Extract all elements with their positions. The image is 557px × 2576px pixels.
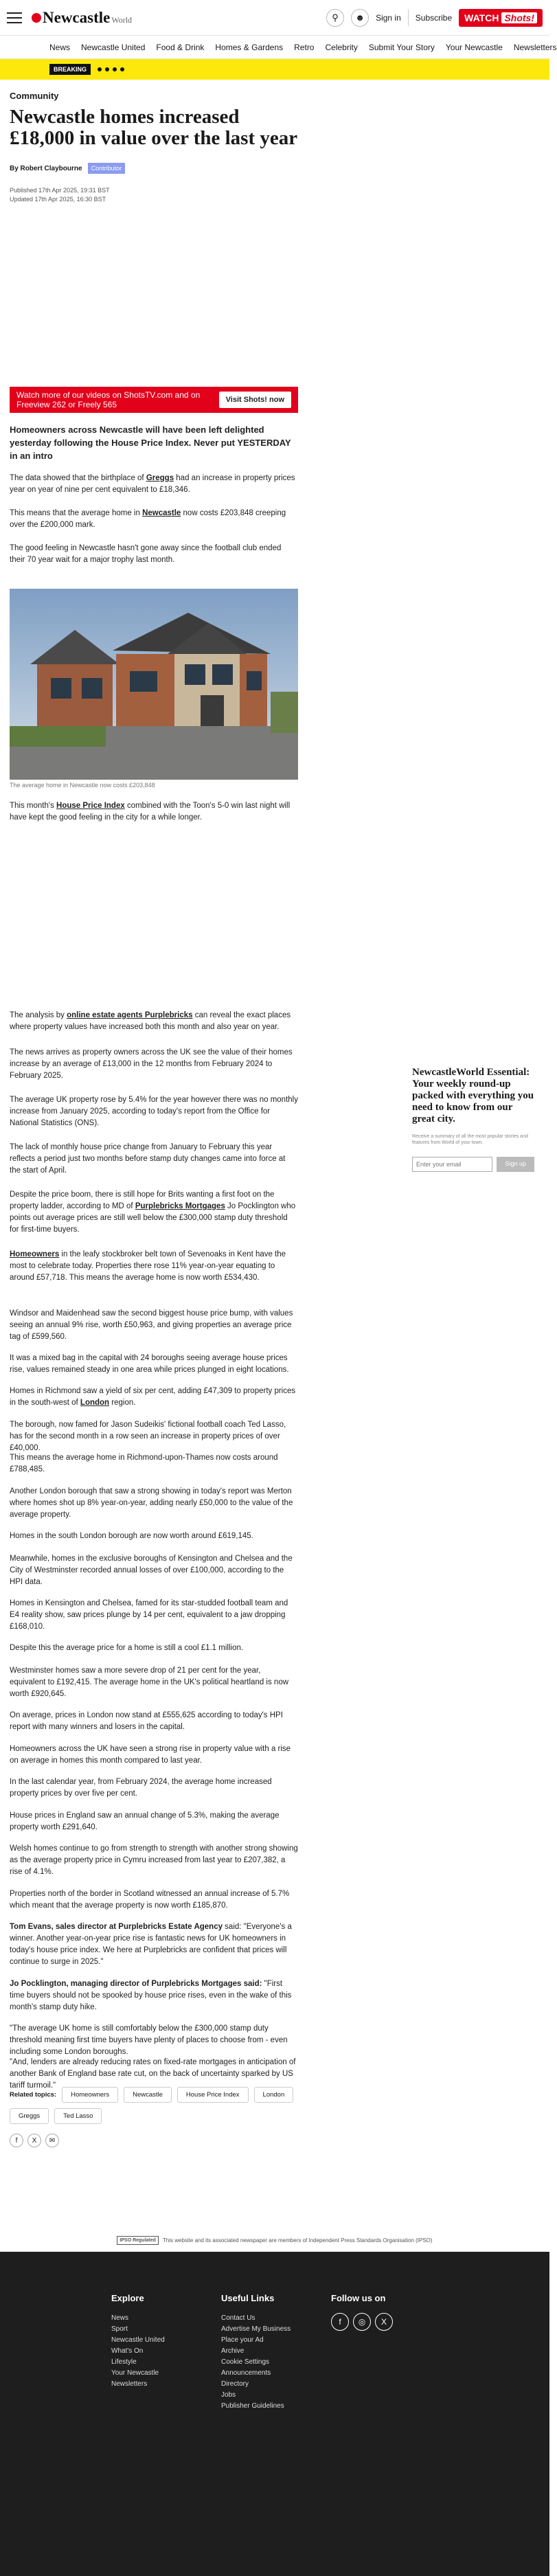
article-kicker[interactable]: Community bbox=[10, 91, 59, 101]
footer-link[interactable]: News bbox=[111, 2314, 129, 2322]
promo-text: Watch more of our videos on ShotsTV.com and on Freeview 262 or Freely 565 bbox=[16, 390, 201, 409]
x-icon[interactable]: X bbox=[375, 2313, 393, 2331]
ipso-text: This website and its associated newspaper are members of Independent Press Standards Organisation (IPSO) bbox=[162, 2237, 433, 2244]
article-dates bbox=[10, 186, 298, 204]
footer-link[interactable]: Cookie Settings bbox=[221, 2358, 270, 2366]
house-price-index-link[interactable]: House Price Index bbox=[56, 802, 125, 810]
logo-mark-icon bbox=[32, 13, 41, 23]
nav-item-newcastle-united[interactable]: Newcastle United bbox=[81, 42, 146, 52]
related-topics bbox=[10, 2087, 305, 2124]
footer-link[interactable]: Advertise My Business bbox=[221, 2325, 291, 2333]
x-icon[interactable]: X bbox=[27, 2134, 41, 2147]
quote-paragraph: "The average UK home is still comfortably below the £300,000 stamp duty threshold meaning first time buyers have plenty of places to choose from - even including some London boroughs. bbox=[10, 2024, 288, 2056]
footer-link[interactable]: Directory bbox=[221, 2380, 249, 2388]
paragraph: Westminster homes saw a more severe drop of 21 per cent for the year, equivalent to £192,415. The average home in the UK's political heartland is now worth £920,645. bbox=[10, 1667, 289, 1698]
logo-sub: World bbox=[111, 14, 133, 25]
topic-chip[interactable]: Homeowners bbox=[62, 2087, 118, 2103]
footer-follow bbox=[331, 2293, 393, 2331]
author-badge: Contributor bbox=[88, 163, 126, 174]
homeowners-link[interactable]: Homeowners bbox=[10, 1250, 60, 1258]
footer-link[interactable]: Contact Us bbox=[221, 2314, 255, 2322]
paragraph: This means that the average home in Newcastle now costs £203,848 creeping over the £200,000 mark. bbox=[10, 509, 286, 529]
breaking-tag: BREAKING bbox=[49, 64, 91, 75]
paragraph: Welsh homes continue to go from strength to strength with another strong showing as the average property price in Cymru increased from last year to £207,382, a rise of 4.1%. bbox=[10, 1844, 298, 1876]
footer-link[interactable]: Sport bbox=[111, 2325, 128, 2333]
footer-link[interactable]: Publisher Guidelines bbox=[221, 2402, 284, 2410]
article-title: Newcastle homes increased £18,000 in value over the last year bbox=[10, 106, 298, 149]
footer-useful-title: Useful Links bbox=[221, 2293, 275, 2303]
nav-item-news[interactable]: News bbox=[49, 42, 71, 52]
updated-date: Updated 17th Apr 2025, 16:30 BST bbox=[10, 196, 106, 203]
footer-link[interactable]: Jobs bbox=[221, 2391, 236, 2399]
footer-link[interactable]: What's On bbox=[111, 2347, 144, 2355]
menu-icon[interactable] bbox=[7, 12, 22, 23]
visit-shots-button[interactable]: Visit Shots! now bbox=[219, 392, 291, 408]
breaking-dots[interactable] bbox=[98, 67, 124, 71]
logo-text: Newcastle bbox=[43, 8, 111, 26]
nav-item-food-drink[interactable]: Food & Drink bbox=[156, 42, 205, 52]
newsletter-fineprint: Receive a summary of all the most popular stories and features from World of your town. bbox=[412, 1134, 528, 1145]
facebook-icon[interactable]: f bbox=[331, 2313, 349, 2331]
search-icon[interactable]: ⚲ bbox=[326, 9, 344, 27]
sign-in-link[interactable]: Sign in bbox=[376, 12, 401, 23]
sign-up-button[interactable]: Sign up bbox=[497, 1157, 534, 1172]
paragraph: The good feeling in Newcastle hasn't gone away since the football club ended their 70 year wait for a major trophy last month. bbox=[10, 544, 282, 564]
shots-promo-banner[interactable] bbox=[10, 387, 298, 413]
nav-item-homes-gardens[interactable]: Homes & Gardens bbox=[215, 42, 284, 52]
ipso-notice bbox=[0, 2236, 549, 2245]
image-caption: The average home in Newcastle now costs £203,848 bbox=[10, 782, 155, 789]
subscribe-link[interactable]: Subscribe bbox=[415, 12, 453, 23]
byline bbox=[10, 163, 298, 174]
watch-label: WATCH bbox=[464, 12, 499, 23]
nav-item-newsletters[interactable]: Newsletters bbox=[513, 42, 557, 52]
topic-chip[interactable]: Newcastle bbox=[124, 2087, 172, 2103]
paragraph: On average, prices in London now stand at £555,625 according to today's HPI report with many winners and losers in the capital. bbox=[10, 1711, 283, 1731]
watch-shots-button[interactable] bbox=[459, 9, 543, 27]
footer-link[interactable]: Newsletters bbox=[111, 2380, 148, 2388]
paragraph: Homes in Kensington and Chelsea, famed for its star-studded football team and E4 reality show, saw prices plunge by 14 per cent, equivalent to a jaw dropping £168,010. bbox=[10, 1599, 288, 1631]
related-label: Related topics: bbox=[10, 2091, 57, 2099]
paragraph: Homes in Richmond saw a yield of six per cent, adding £47,309 to property prices in the south-west of London region. bbox=[10, 1387, 296, 1407]
breaking-bar bbox=[0, 59, 549, 80]
footer-link[interactable]: Lifestyle bbox=[111, 2358, 137, 2366]
facebook-icon[interactable]: f bbox=[10, 2134, 23, 2147]
quote-paragraph: Jo Pocklington, managing director of Purplebricks Mortgages said: "First time buyers should not be spooked by house price rises, even in the wake of this month's stamp duty hike. bbox=[10, 1980, 292, 2011]
footer-link[interactable]: Your Newcastle bbox=[111, 2369, 159, 2377]
quote-paragraph: "And, lenders are already reducing rates on fixed-rate mortgages in anticipation of another Bank of England base rate cut, on the back of uncertainty sparked by US tariff turmoil." bbox=[10, 2058, 296, 2090]
paragraph: Homes in the south London borough are now worth around £619,145. bbox=[10, 1532, 253, 1540]
purplebricks-mortgages-link[interactable]: Purplebricks Mortgages bbox=[135, 1202, 225, 1210]
site-footer bbox=[0, 2252, 549, 2576]
newsletter-signup bbox=[412, 1067, 534, 1172]
topic-chip[interactable]: London bbox=[254, 2087, 294, 2103]
share-buttons bbox=[10, 2134, 59, 2147]
topic-chip[interactable]: House Price Index bbox=[177, 2087, 249, 2103]
newcastle-link[interactable]: Newcastle bbox=[142, 509, 181, 517]
paragraph: It was a mixed bag in the capital with 24 boroughs seeing average house prices rise, values remained steady in one area while prices plunged in eight locations. bbox=[10, 1354, 289, 1374]
article-header bbox=[10, 91, 298, 204]
paragraph: The borough, now famed for Jason Sudeikis' fictional football coach Ted Lasso, has for the second month in a row seen an increase in property prices of over £40,000. bbox=[10, 1421, 286, 1452]
footer-link[interactable]: Announcements bbox=[221, 2369, 271, 2377]
article-lead: Homeowners across Newcastle will have been left delighted yesterday following the House Price Index. Never put YESTERDAY in an intro bbox=[10, 425, 291, 461]
paragraph: Despite this the average price for a home is still a cool £1.1 million. bbox=[10, 1644, 244, 1652]
paragraph: House prices in England saw an annual change of 5.3%, making the average property worth £291,640. bbox=[10, 1811, 280, 1831]
paragraph: In the last calendar year, from February 2024, the average home increased property prices by over five per cent. bbox=[10, 1778, 272, 1798]
paragraph: This means the average home in Richmond-upon-Thames now costs around £788,485. bbox=[10, 1454, 278, 1473]
paragraph: The analysis by online estate agents Purplebricks can reveal the exact places where property values have increased both this month and also year on year. bbox=[10, 1011, 291, 1031]
user-icon[interactable]: ☻ bbox=[351, 9, 369, 27]
nav-item-your-newcastle[interactable]: Your Newcastle bbox=[445, 42, 503, 52]
paragraph: This month's House Price Index combined with the Toon's 5-0 win last night will have kept the good feeling in the city for a while longer. bbox=[10, 802, 291, 822]
footer-link[interactable]: Newcastle United bbox=[111, 2336, 165, 2344]
ipso-badge[interactable]: IPSO Regulated bbox=[117, 2236, 159, 2245]
london-link[interactable]: London bbox=[80, 1399, 110, 1407]
email-input[interactable]: Enter your email bbox=[412, 1157, 492, 1172]
topic-chip[interactable]: Greggs bbox=[10, 2108, 49, 2124]
nav-item-submit-story[interactable]: Submit Your Story bbox=[368, 42, 435, 52]
paragraph: The average UK property rose by 5.4% for the year however there was no monthly increase from January 2025, according to today's report from the Office for National Statistics (ONS). bbox=[10, 1096, 298, 1127]
paragraph: Despite the price boom, there is still hope for Brits wanting a first foot on the property ladder, according to MD of Purplebricks Mortgages Jo Pocklington who points out average prices are still well below the £300,000 stamp duty threshold for first-time buyers. bbox=[10, 1190, 296, 1234]
instagram-icon[interactable]: ◎ bbox=[353, 2313, 371, 2331]
nav-item-celebrity[interactable]: Celebrity bbox=[325, 42, 358, 52]
newsletter-title: NewcastleWorld Essential: Your weekly round-up packed with everything you need to know from our great city. bbox=[412, 1067, 534, 1125]
main-nav bbox=[0, 36, 557, 59]
greggs-link[interactable]: Greggs bbox=[146, 474, 174, 482]
topic-chip[interactable]: Ted Lasso bbox=[54, 2108, 102, 2124]
paragraph: Homeowners across the UK have seen a strong rise in property value with a rise on average in homes this month compared to last year. bbox=[10, 1745, 291, 1765]
paragraph: Another London borough that saw a strong showing in today's report was Merton where homes shot up 8% year-on-year, adding nearly £50,000 to the value of the average property. bbox=[10, 1487, 293, 1519]
published-date: Published 17th Apr 2025, 19:31 BST bbox=[10, 187, 110, 194]
footer-follow-title: Follow us on bbox=[331, 2293, 386, 2303]
top-bar bbox=[0, 0, 549, 36]
author-name[interactable]: By Robert Claybourne bbox=[10, 164, 82, 172]
paragraph: The news arrives as property owners across the UK see the value of their homes increase by an average of £13,000 in the 12 months from February 2024 to February 2025. bbox=[10, 1048, 293, 1080]
footer-explore-title: Explore bbox=[111, 2293, 144, 2303]
purplebricks-link[interactable]: online estate agents Purplebricks bbox=[67, 1011, 193, 1019]
quote-paragraph: Tom Evans, sales director at Purplebricks Estate Agency said: "Everyone's a winner. Another year-on-year price rise is fantastic news for UK homeowners in today's house price index. We here at Purplebricks are confident that prices will continue to surge in 2025." bbox=[10, 1923, 292, 1966]
divider bbox=[408, 10, 409, 26]
nav-item-retro[interactable]: Retro bbox=[294, 42, 315, 52]
site-logo[interactable] bbox=[32, 9, 132, 27]
paragraph: The data showed that the birthplace of Greggs had an increase in property prices year on year of nine per cent equivalent to £18,346. bbox=[10, 474, 295, 494]
paragraph: The lack of monthly house price change from January to February this year reflects a period just two months before stamp duty changes came into force at the start of April. bbox=[10, 1143, 286, 1175]
email-icon[interactable]: ✉ bbox=[45, 2134, 59, 2147]
paragraph: Properties north of the border in Scotland witnessed an annual increase of 5.7% which meant that the average property is now worth £185,870. bbox=[10, 1890, 290, 1910]
paragraph: Meanwhile, homes in the exclusive boroughs of Kensington and Chelsea and the City of Westminster recorded annual losses of over £100,000, according to the HPI data. bbox=[10, 1555, 293, 1586]
paragraph: Windsor and Maidenhead saw the second biggest house price bump, with values seeing an annual 9% rise, worth £50,963, and giving properties an average price tag of £599,560. bbox=[10, 1309, 293, 1341]
shots-label: Shots! bbox=[501, 12, 537, 23]
article-hero-image bbox=[10, 589, 298, 780]
footer-link[interactable]: Place your Ad bbox=[221, 2336, 264, 2344]
footer-explore bbox=[111, 2293, 165, 2390]
footer-link[interactable]: Archive bbox=[221, 2347, 245, 2355]
paragraph: Homeowners in the leafy stockbroker belt town of Sevenoaks in Kent have the most to celebrate today. Properties there rose 11% year-on-year equating to around £57,718. This means the average home is now worth £534,430. bbox=[10, 1250, 286, 1282]
footer-useful-links bbox=[221, 2293, 291, 2412]
